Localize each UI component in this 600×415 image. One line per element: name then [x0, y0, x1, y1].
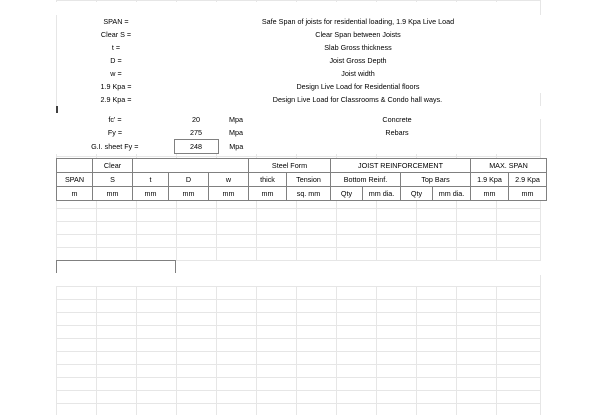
definition-key: D =	[57, 54, 175, 67]
column-header: SPAN	[57, 173, 93, 187]
property-row	[56, 140, 540, 154]
definition-key: 1.9 Kpa =	[57, 80, 175, 93]
column-header: Tension	[287, 173, 331, 187]
group-header-max-span: MAX. SPAN	[471, 159, 547, 173]
gridline-h	[56, 364, 540, 365]
gridline-h	[56, 377, 540, 378]
column-header: D	[169, 173, 209, 187]
group-header-joist-reinforcement: JOIST REINFORCEMENT	[331, 159, 471, 173]
main-group-header-row	[57, 159, 547, 173]
main-subheader-row	[57, 187, 547, 201]
gridline-h	[56, 0, 540, 1]
column-unit: m	[57, 187, 93, 201]
definition-text: Joist Gross Depth	[175, 54, 541, 67]
property-note: Concrete	[254, 113, 540, 126]
definition-text: Slab Gross thickness	[175, 41, 541, 54]
column-unit: mm	[471, 187, 509, 201]
formula-row	[56, 273, 540, 286]
definition-row	[57, 15, 541, 28]
gridline-h	[56, 208, 540, 209]
group-header-steel-form: Steel Form	[249, 159, 331, 173]
gridline-h	[56, 247, 540, 248]
definition-key: w =	[57, 67, 175, 80]
group-header-clear: Clear	[93, 159, 133, 173]
column-unit: mm	[93, 187, 133, 201]
factored-load-expr	[174, 273, 294, 286]
property-unit: Mpa	[218, 140, 254, 154]
column-header: 2.9 Kpa	[509, 173, 547, 187]
factored-load-label	[56, 273, 174, 286]
property-value[interactable]: 248	[174, 140, 218, 154]
definition-row	[57, 28, 541, 41]
definitions-table	[56, 15, 542, 119]
mact-label	[294, 273, 344, 286]
mact-expr	[344, 273, 454, 286]
definition-row	[57, 41, 541, 54]
group-blank	[209, 159, 249, 173]
column-subheader: Qty	[401, 187, 433, 201]
subheader-top-bars: Top Bars	[401, 173, 471, 187]
column-subheader: mm dia.	[363, 187, 401, 201]
property-label: Fy =	[56, 126, 174, 140]
definition-row	[57, 67, 541, 80]
definition-text: Clear Span between Joists	[175, 28, 541, 41]
mu-allow-label	[454, 273, 502, 286]
gridline-h	[56, 286, 540, 287]
property-note: Rebars	[254, 126, 540, 140]
mu-allow-expr	[502, 273, 540, 286]
page-title	[56, 2, 540, 15]
property-value[interactable]: 275	[174, 126, 218, 140]
property-label: fc' =	[56, 113, 174, 126]
definition-row	[57, 80, 541, 93]
column-unit: mm	[509, 187, 547, 201]
group-blank	[57, 159, 93, 173]
column-subheader: Qty	[331, 187, 363, 201]
property-note	[254, 140, 540, 154]
column-unit: mm	[169, 187, 209, 201]
column-unit: mm	[133, 187, 169, 201]
gridline-h	[56, 234, 540, 235]
joist-slab-main-table	[56, 158, 547, 201]
column-header: w	[209, 173, 249, 187]
material-properties-table	[56, 113, 541, 154]
column-unit: mm	[209, 187, 249, 201]
group-blank	[169, 159, 209, 173]
definition-text: Design Live Load for Classrooms & Condo hall ways.	[175, 93, 541, 106]
gridline-h	[56, 390, 540, 391]
property-value[interactable]: 20	[174, 113, 218, 126]
gridline-h	[56, 338, 540, 339]
gridline-h	[56, 403, 540, 404]
subheader-bottom-reinf: Bottom Reinf.	[331, 173, 401, 187]
column-subheader: mm dia.	[433, 187, 471, 201]
definition-text: Safe Span of joists for residential loading, 1.9 Kpa Live Load	[175, 15, 541, 28]
definition-row	[57, 93, 541, 106]
column-header: t	[133, 173, 169, 187]
gridline-h	[56, 351, 540, 352]
gridline-h	[56, 156, 540, 157]
definition-key: 2.9 Kpa =	[57, 93, 175, 106]
sheet-title-row	[56, 2, 540, 15]
property-row	[56, 126, 540, 140]
definition-text: Design Live Load for Residential floors	[175, 80, 541, 93]
definition-key: SPAN =	[57, 15, 175, 28]
column-unit: mm	[249, 187, 287, 201]
property-row	[56, 113, 540, 126]
gridline-h	[56, 325, 540, 326]
column-unit: sq. mm	[287, 187, 331, 201]
gridline-h	[56, 221, 540, 222]
definition-key: Clear S =	[57, 28, 175, 41]
property-unit: Mpa	[218, 113, 254, 126]
definition-key: t =	[57, 41, 175, 54]
column-header: S	[93, 173, 133, 187]
property-label: G.I. sheet Fy =	[56, 140, 174, 154]
property-unit: Mpa	[218, 126, 254, 140]
gridline-h	[56, 312, 540, 313]
gridline-h	[56, 299, 540, 300]
group-blank	[133, 159, 169, 173]
column-header: thick	[249, 173, 287, 187]
column-header: 1.9 Kpa	[471, 173, 509, 187]
definition-text: Joist width	[175, 67, 541, 80]
main-header-row	[57, 173, 547, 187]
definition-row	[57, 54, 541, 67]
